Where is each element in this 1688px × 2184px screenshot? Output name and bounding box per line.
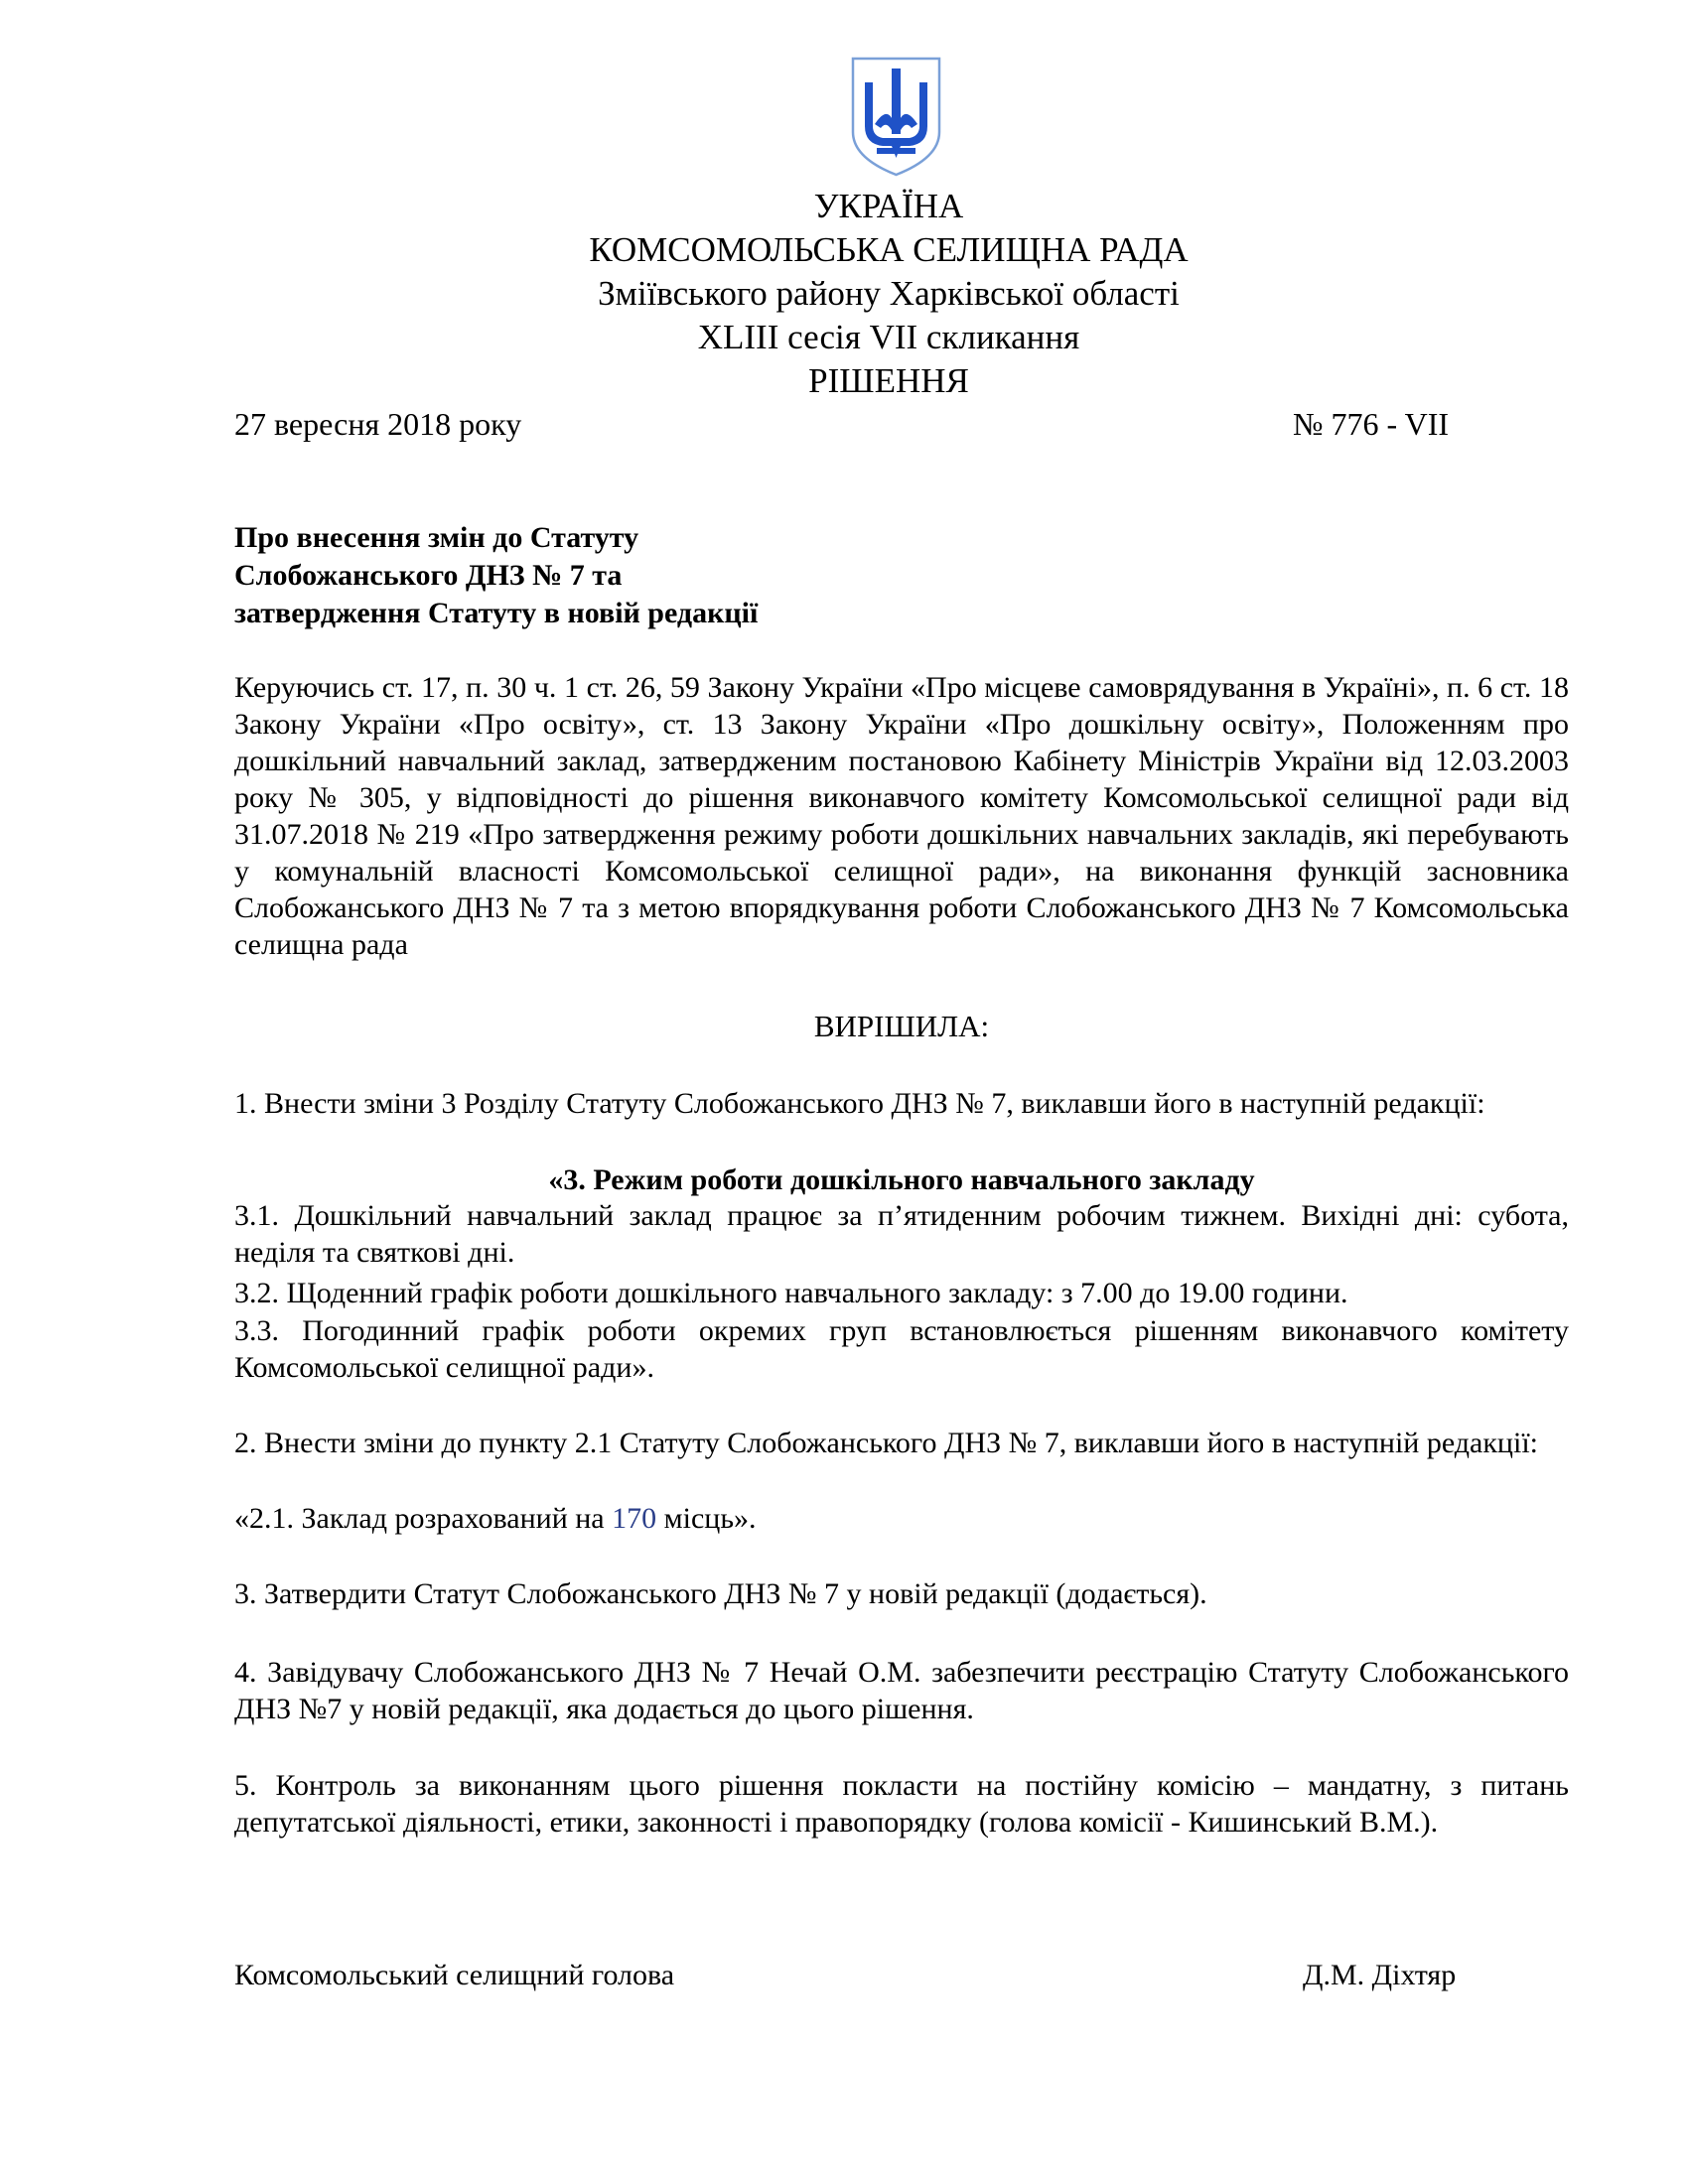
subject-line: Слобожанського ДНЗ № 7 та (234, 559, 623, 592)
header-doc-type: РІШЕННЯ (808, 361, 969, 400)
meta-line (234, 404, 1569, 444)
header-session: XLIII сесія VII скликання (697, 318, 1080, 356)
quote-text: місць». (656, 1502, 757, 1535)
decision-date: 27 вересня 2018 року (234, 406, 522, 442)
item-4: 4. Завідувачу Слобожанського ДНЗ № 7 Нечай О.М. забезпечити реєстрацію Статуту Слобожанського ДНЗ №7 у новій редакції, яка додається до цього рішення. (234, 1656, 1569, 1725)
capacity-value: 170 (612, 1502, 657, 1535)
signatory-name: Д.М. Діхтяр (1303, 1959, 1457, 1991)
coat-of-arms-trident-icon (849, 55, 943, 179)
item-1-clause-3-1: 3.1. Дошкільний навчальний заклад працює за п’ятиденним робочим тижнем. Вихідні дні: субота, неділя та святкові дні. (234, 1199, 1569, 1269)
subject-line: затвердження Статуту в новій редакції (234, 597, 759, 629)
header-district: Зміївського району Харківської області (598, 274, 1180, 313)
item-2: 2. Внести зміни до пункту 2.1 Статуту Слобожанського ДНЗ № 7, виклавши його в наступній редакції: (234, 1427, 1538, 1459)
decision-number: № 776 - VII (1293, 406, 1450, 442)
subject-line: Про внесення змін до Статуту (234, 521, 639, 554)
header-council: КОМСОМОЛЬСЬКА СЕЛИЩНА РАДА (589, 230, 1189, 269)
item-3: 3. Затвердити Статут Слобожанського ДНЗ № 7 у новій редакції (додається). (234, 1577, 1207, 1610)
preamble-paragraph: Керуючись ст. 17, п. 30 ч. 1 ст. 26, 59 Закону України «Про місцеве самоврядування в Україні», п. 6 ст. 18 Закону України «Про освіту», ст. 13 Закону України «Про дошкільну освіту», Положенням про дошкільний навчальний заклад, затвердженим постановою Кабінету Міністрів України від 12.03.2003 року № 305, у відповідності до рішення виконавчого комітету Комсомольської селищної ради від 31.07.2018 № 219 «Про затвердження режиму роботи дошкільних навчальних закладів, які перебувають у комунальній власності Комсомольської селищної ради», на виконання функцій засновника Слобожанського ДНЗ № 7 та з метою впорядкування роботи Слобожанського ДНЗ № 7 Комсомольська селищна рада (234, 671, 1569, 961)
signatory-title: Комсомольський селищний голова (234, 1959, 675, 1991)
item-1: 1. Внести зміни 3 Розділу Статуту Слобожанського ДНЗ № 7, виклавши його в наступній редакції: (234, 1087, 1485, 1120)
item-1-clause-3-2: 3.2. Щоденний графік роботи дошкільного навчального закладу: з 7.00 до 19.00 години. (234, 1277, 1348, 1309)
resolved-heading: ВИРІШИЛА: (813, 1009, 990, 1043)
item-1-section-heading: «3. Режим роботи дошкільного навчального закладу (548, 1163, 1255, 1196)
signature-block (234, 1957, 1569, 1993)
item-2-quote (234, 1500, 1569, 1537)
header-country: УКРАЇНА (813, 187, 964, 225)
quote-text: «2.1. Заклад розрахований на (234, 1502, 613, 1535)
item-1-clause-3-3: 3.3. Погодинний графік роботи окремих груп встановлюється рішенням виконавчого комітету Комсомольської селищної ради». (234, 1314, 1569, 1384)
item-5: 5. Контроль за виконанням цього рішення покласти на постійну комісію – мандатну, з питань депутатської діяльності, етики, законності і правопорядку (голова комісії - Кишинський В.М.). (234, 1769, 1569, 1839)
decision-subject (234, 519, 1029, 632)
